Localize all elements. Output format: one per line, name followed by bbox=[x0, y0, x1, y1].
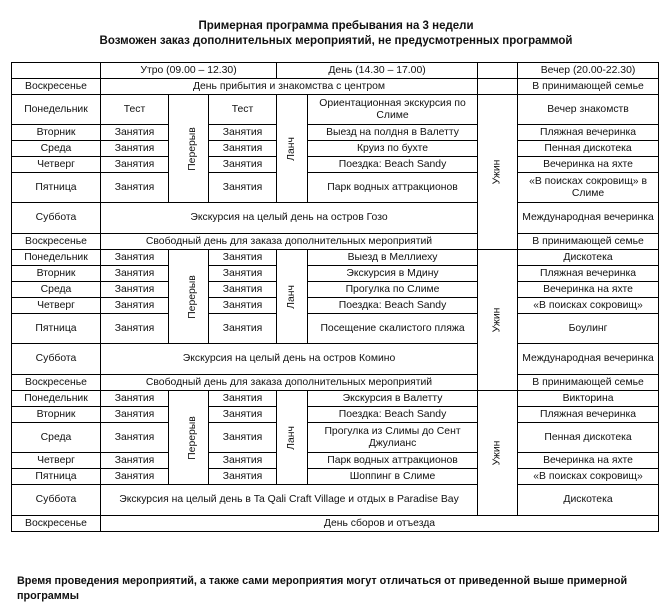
day-activity: Экскурсия в Мдину bbox=[308, 266, 478, 282]
table-row bbox=[12, 407, 659, 423]
break-label: Перерыв bbox=[186, 274, 198, 319]
table-row bbox=[12, 314, 659, 344]
header-gap bbox=[478, 63, 518, 79]
table-row bbox=[12, 157, 659, 173]
day-activity: Парк водных аттракционов bbox=[308, 173, 478, 203]
morning-2: Занятия bbox=[209, 250, 277, 266]
day-name: Воскресенье bbox=[12, 375, 101, 391]
gap-cell bbox=[478, 79, 518, 95]
day-activity: Прогулка по Слиме bbox=[308, 282, 478, 298]
evening-activity: Международная вечеринка bbox=[518, 344, 659, 375]
evening-activity: Вечер знакомств bbox=[518, 95, 659, 125]
evening-activity: Боулинг bbox=[518, 314, 659, 344]
saturday-row bbox=[12, 344, 659, 375]
evening-activity: Вечеринка на яхте bbox=[518, 157, 659, 173]
table-row bbox=[12, 250, 659, 266]
dinner-cell bbox=[478, 250, 518, 391]
departure-row bbox=[12, 516, 659, 532]
document-subtitle: Возможен заказ дополнительных мероприятий, не предусмотренных программой bbox=[99, 35, 573, 47]
morning-1: Занятия bbox=[101, 141, 169, 157]
morning-1: Занятия bbox=[101, 282, 169, 298]
evening-activity: Викторина bbox=[518, 391, 659, 407]
full-day-activity: Свободный день для заказа дополнительных мероприятий bbox=[101, 375, 478, 391]
day-activity: Ориентационная экскурсия по Слиме bbox=[308, 95, 478, 125]
lunch-cell bbox=[277, 95, 308, 203]
break-cell bbox=[169, 391, 209, 485]
table-row bbox=[12, 469, 659, 485]
sunday-row bbox=[12, 375, 659, 391]
table-row bbox=[12, 391, 659, 407]
table-row bbox=[12, 266, 659, 282]
table-row bbox=[12, 298, 659, 314]
morning-2: Занятия bbox=[209, 469, 277, 485]
day-activity: Поездка: Beach Sandy bbox=[308, 407, 478, 423]
evening-activity: «В поисках сокровищ» в Слиме bbox=[518, 173, 659, 203]
lunch-cell bbox=[277, 391, 308, 485]
morning-2: Занятия bbox=[209, 314, 277, 344]
evening-activity: Пляжная вечеринка bbox=[518, 125, 659, 141]
document-title: Примерная программа пребывания на 3 недели bbox=[198, 20, 474, 32]
dinner-label: Ужин bbox=[491, 440, 503, 466]
morning-1: Занятия bbox=[101, 250, 169, 266]
morning-1: Тест bbox=[101, 95, 169, 125]
evening-activity: Дискотека bbox=[518, 485, 659, 516]
lunch-cell bbox=[277, 250, 308, 344]
sunday-row bbox=[12, 234, 659, 250]
header-day-cell bbox=[12, 63, 101, 79]
morning-1: Занятия bbox=[101, 173, 169, 203]
evening-activity: «В поисках сокровищ» bbox=[518, 298, 659, 314]
morning-1: Занятия bbox=[101, 314, 169, 344]
day-name: Среда bbox=[12, 141, 101, 157]
evening-activity: Вечеринка на яхте bbox=[518, 282, 659, 298]
table-row bbox=[12, 125, 659, 141]
day-name: Понедельник bbox=[12, 95, 101, 125]
day-activity: Прогулка из Слимы до Сент Джулианс bbox=[308, 423, 478, 453]
dinner-cell bbox=[478, 95, 518, 250]
day-activity: Шоппинг в Слиме bbox=[308, 469, 478, 485]
program-table bbox=[11, 62, 659, 532]
break-cell bbox=[169, 250, 209, 344]
lunch-label: Ланч bbox=[286, 425, 298, 450]
day-name: Суббота bbox=[12, 485, 101, 516]
morning-1: Занятия bbox=[101, 266, 169, 282]
header-row bbox=[12, 63, 659, 79]
evening-activity: Международная вечеринка bbox=[518, 203, 659, 234]
evening-activity: В принимающей семье bbox=[518, 234, 659, 250]
evening-activity: Пляжная вечеринка bbox=[518, 407, 659, 423]
header-day: День (14.30 – 17.00) bbox=[277, 63, 478, 79]
header-morning: Утро (09.00 – 12.30) bbox=[101, 63, 277, 79]
morning-2: Занятия bbox=[209, 423, 277, 453]
morning-1: Занятия bbox=[101, 157, 169, 173]
morning-1: Занятия bbox=[101, 298, 169, 314]
full-day-activity: День прибытия и знакомства с центром bbox=[101, 79, 478, 95]
morning-2: Занятия bbox=[209, 157, 277, 173]
evening-activity: В принимающей семье bbox=[518, 375, 659, 391]
day-activity: Парк водных аттракционов bbox=[308, 453, 478, 469]
lunch-label: Ланч bbox=[286, 136, 298, 161]
full-day-activity: Экскурсия на целый день в Ta Qali Craft Village и отдых в Paradise Bay bbox=[101, 485, 478, 516]
evening-activity: Дискотека bbox=[518, 250, 659, 266]
morning-2: Занятия bbox=[209, 391, 277, 407]
morning-1: Занятия bbox=[101, 423, 169, 453]
day-name: Пятница bbox=[12, 469, 101, 485]
break-label: Перерыв bbox=[186, 126, 198, 171]
full-day-activity: Экскурсия на целый день на остров Комино bbox=[101, 344, 478, 375]
morning-1: Занятия bbox=[101, 391, 169, 407]
evening-activity: Пенная дискотека bbox=[518, 141, 659, 157]
day-activity: Круиз по бухте bbox=[308, 141, 478, 157]
morning-2: Занятия bbox=[209, 141, 277, 157]
morning-2: Занятия bbox=[209, 298, 277, 314]
evening-activity: Вечеринка на яхте bbox=[518, 453, 659, 469]
day-name: Суббота bbox=[12, 344, 101, 375]
saturday-row bbox=[12, 203, 659, 234]
day-name: Среда bbox=[12, 423, 101, 453]
morning-1: Занятия bbox=[101, 125, 169, 141]
dinner-label: Ужин bbox=[491, 159, 503, 185]
day-activity: Выезд на полдня в Валетту bbox=[308, 125, 478, 141]
day-name: Понедельник bbox=[12, 391, 101, 407]
table-row bbox=[12, 453, 659, 469]
arrival-row bbox=[12, 79, 659, 95]
full-day-activity: День сборов и отъезда bbox=[101, 516, 659, 532]
full-day-activity: Экскурсия на целый день на остров Гозо bbox=[101, 203, 478, 234]
full-day-activity: Свободный день для заказа дополнительных мероприятий bbox=[101, 234, 478, 250]
evening-activity: Пенная дискотека bbox=[518, 423, 659, 453]
day-name: Вторник bbox=[12, 407, 101, 423]
day-activity: Посещение скалистого пляжа bbox=[308, 314, 478, 344]
lunch-label: Ланч bbox=[286, 284, 298, 309]
table-row bbox=[12, 173, 659, 203]
day-name: Вторник bbox=[12, 266, 101, 282]
day-activity: Выезд в Меллиеху bbox=[308, 250, 478, 266]
saturday-row bbox=[12, 485, 659, 516]
day-name: Пятница bbox=[12, 314, 101, 344]
table-row bbox=[12, 282, 659, 298]
day-name: Пятница bbox=[12, 173, 101, 203]
header-evening: Вечер (20.00-22.30) bbox=[518, 63, 659, 79]
day-name: Воскресенье bbox=[12, 234, 101, 250]
day-name: Четверг bbox=[12, 298, 101, 314]
morning-2: Занятия bbox=[209, 173, 277, 203]
evening-activity: Пляжная вечеринка bbox=[518, 266, 659, 282]
morning-2: Занятия bbox=[209, 407, 277, 423]
day-name: Среда bbox=[12, 282, 101, 298]
day-name: Четверг bbox=[12, 453, 101, 469]
break-cell bbox=[169, 95, 209, 203]
evening-activity: «В поисках сокровищ» bbox=[518, 469, 659, 485]
morning-1: Занятия bbox=[101, 407, 169, 423]
table-row bbox=[12, 423, 659, 453]
day-activity: Поездка: Beach Sandy bbox=[308, 298, 478, 314]
day-name: Воскресенье bbox=[12, 79, 101, 95]
day-activity: Экскурсия в Валетту bbox=[308, 391, 478, 407]
day-name: Суббота bbox=[12, 203, 101, 234]
morning-2: Занятия bbox=[209, 125, 277, 141]
morning-2: Занятия bbox=[209, 282, 277, 298]
morning-1: Занятия bbox=[101, 453, 169, 469]
footnote: Время проведения мероприятий, а также сами мероприятия могут отличаться от приведенной выше примерной программы bbox=[17, 575, 628, 602]
table-row bbox=[12, 95, 659, 125]
dinner-label: Ужин bbox=[491, 307, 503, 333]
table-row bbox=[12, 141, 659, 157]
morning-2: Занятия bbox=[209, 453, 277, 469]
dinner-cell bbox=[478, 391, 518, 516]
day-name: Вторник bbox=[12, 125, 101, 141]
break-label: Перерыв bbox=[186, 415, 198, 460]
morning-2: Тест bbox=[209, 95, 277, 125]
day-name: Четверг bbox=[12, 157, 101, 173]
day-activity: Поездка: Beach Sandy bbox=[308, 157, 478, 173]
evening-activity: В принимающей семье bbox=[518, 79, 659, 95]
day-name: Воскресенье bbox=[12, 516, 101, 532]
day-name: Понедельник bbox=[12, 250, 101, 266]
morning-2: Занятия bbox=[209, 266, 277, 282]
morning-1: Занятия bbox=[101, 469, 169, 485]
